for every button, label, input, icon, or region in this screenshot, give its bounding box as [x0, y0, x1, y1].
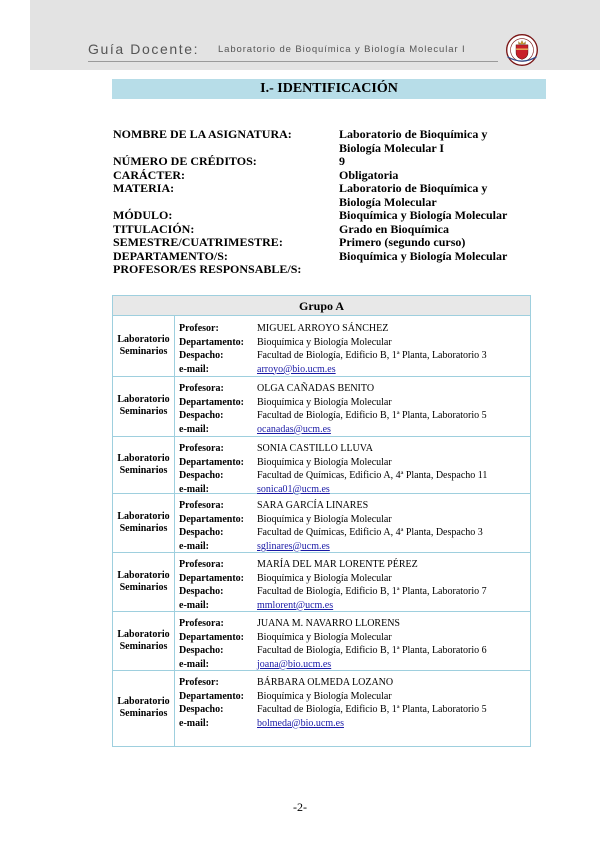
professor-fields — [179, 382, 487, 436]
identification-key: SEMESTRE/CUATRIMESTRE: — [113, 235, 283, 249]
professor-email-link[interactable]: mmlorent@ucm.es — [257, 599, 334, 611]
professor-name: MARÍA DEL MAR LORENTE PÉREZ — [257, 559, 418, 570]
role-label: Profesora: — [179, 383, 224, 394]
professor-office: Facultad de Biología, Edificio B, 1ª Planta, Laboratorio 5 — [257, 410, 487, 421]
identification-value: Obligatoria — [339, 167, 399, 182]
identification-key: PROFESOR/ES RESPONSABLE/S: — [113, 262, 302, 276]
professor-email-link[interactable]: bolmeda@bio.ucm.es — [257, 717, 344, 729]
identification-row — [113, 223, 533, 237]
activity-label-laboratorio: Laboratorio — [117, 696, 170, 707]
professor-fields — [179, 442, 487, 496]
group-table — [112, 295, 531, 747]
identification-row — [113, 263, 533, 277]
activity-label-seminarios: Seminarios — [119, 708, 168, 719]
email-label: e-mail: — [179, 717, 209, 729]
email-label: e-mail: — [179, 658, 209, 670]
activity-label-seminarios: Seminarios — [119, 522, 168, 534]
professor-block — [113, 670, 530, 747]
professor-office: Facultad de Biología, Edificio B, 1ª Planta, Laboratorio 5 — [257, 704, 487, 715]
professor-email-link[interactable]: ocanadas@ucm.es — [257, 423, 331, 435]
identification-key: NOMBRE DE LA ASIGNATURA: — [113, 127, 292, 141]
professor-office: Facultad de Químicas, Edificio A, 4ª Planta, Despacho 3 — [257, 527, 483, 538]
header-divider — [88, 61, 498, 62]
professor-email-link[interactable]: arroyo@bio.ucm.es — [257, 363, 336, 375]
activity-label — [113, 552, 175, 611]
professor-department: Bioquímica y Biología Molecular — [257, 336, 392, 348]
activity-label — [113, 316, 175, 376]
activity-label — [113, 611, 175, 670]
identification-value: Laboratorio de Bioquímica y Biología Molecular I — [339, 127, 488, 155]
department-label: Departamento: — [179, 513, 244, 525]
identification-row — [113, 209, 533, 223]
professor-name: MIGUEL ARROYO SÁNCHEZ — [257, 323, 389, 334]
activity-label-laboratorio: Laboratorio — [117, 394, 170, 405]
office-label: Despacho: — [179, 410, 224, 421]
activity-label-laboratorio: Laboratorio — [117, 510, 170, 522]
office-label: Despacho: — [179, 350, 224, 361]
office-label: Despacho: — [179, 586, 224, 597]
role-label: Profesora: — [179, 500, 224, 511]
professor-fields — [179, 322, 487, 376]
role-label: Profesor: — [179, 323, 219, 334]
identification-block — [113, 128, 533, 277]
professor-office: Facultad de Biología, Edificio B, 1ª Planta, Laboratorio 7 — [257, 586, 487, 597]
identification-key: DEPARTAMENTO/S: — [113, 248, 228, 263]
professor-name: SONIA CASTILLO LLUVA — [257, 443, 373, 454]
office-label: Despacho: — [179, 704, 224, 715]
department-label: Departamento: — [179, 631, 244, 643]
professor-block — [113, 436, 530, 494]
page-number: -2- — [293, 800, 307, 814]
identification-row — [113, 250, 533, 264]
identification-value: 9 — [339, 154, 345, 168]
activity-label-laboratorio: Laboratorio — [117, 569, 170, 581]
activity-label-seminarios: Seminarios — [119, 464, 168, 476]
identification-row — [113, 169, 533, 183]
identification-row — [113, 182, 533, 209]
email-label: e-mail: — [179, 423, 209, 435]
professor-fields — [179, 676, 487, 730]
activity-label — [113, 436, 175, 493]
activity-label-seminarios: Seminarios — [119, 581, 168, 593]
activity-label-laboratorio: Laboratorio — [117, 334, 170, 345]
identification-key: MÓDULO: — [113, 208, 173, 222]
activity-label-seminarios: Seminarios — [119, 406, 168, 417]
activity-label — [113, 670, 175, 746]
header-title: Guía Docente: — [88, 41, 200, 57]
professor-department: Bioquímica y Biología Molecular — [257, 631, 392, 643]
office-label: Despacho: — [179, 645, 224, 656]
identification-key: TITULACIÓN: — [113, 221, 195, 236]
professor-name: SARA GARCÍA LINARES — [257, 500, 369, 511]
activity-label-laboratorio: Laboratorio — [117, 628, 170, 640]
identification-value: Laboratorio de Bioquímica y Biología Molecular — [339, 181, 488, 209]
professor-office: Facultad de Químicas, Edificio A, 4ª Planta, Despacho 11 — [257, 470, 488, 481]
professor-block — [113, 316, 530, 377]
professor-department: Bioquímica y Biología Molecular — [257, 513, 392, 525]
professor-email-link[interactable]: sonica01@ucm.es — [257, 483, 330, 495]
identification-key: MATERIA: — [113, 181, 175, 195]
activity-label-seminarios: Seminarios — [119, 346, 168, 357]
professor-block — [113, 376, 530, 437]
activity-label-laboratorio: Laboratorio — [117, 452, 170, 464]
professor-department: Bioquímica y Biología Molecular — [257, 396, 392, 408]
professor-office: Facultad de Biología, Edificio B, 1ª Planta, Laboratorio 3 — [257, 350, 487, 361]
university-seal-logo — [505, 33, 539, 67]
section-heading: I.- IDENTIFICACIÓN — [112, 79, 546, 99]
professor-fields — [179, 617, 487, 671]
identification-value: Grado en Bioquímica — [339, 221, 450, 236]
identification-row — [113, 128, 533, 155]
header-subject: Laboratorio de Bioquímica y Biología Molecular I — [218, 44, 466, 55]
professor-email-link[interactable]: joana@bio.ucm.es — [257, 658, 332, 670]
professor-office: Facultad de Biología, Edificio B, 1ª Planta, Laboratorio 6 — [257, 645, 487, 656]
identification-value — [339, 263, 529, 277]
professor-email-link[interactable]: sglinares@ucm.es — [257, 540, 330, 552]
professor-department: Bioquímica y Biología Molecular — [257, 690, 392, 702]
office-label: Despacho: — [179, 527, 224, 538]
professor-block — [113, 611, 530, 671]
email-label: e-mail: — [179, 483, 209, 495]
professor-fields — [179, 499, 483, 553]
identification-value: Bioquímica y Biología Molecular — [339, 248, 508, 263]
identification-key: CARÁCTER: — [113, 167, 185, 182]
role-label: Profesora: — [179, 443, 224, 454]
professor-department: Bioquímica y Biología Molecular — [257, 572, 392, 584]
identification-row — [113, 155, 533, 169]
role-label: Profesora: — [179, 618, 224, 629]
professor-name: OLGA CAÑADAS BENITO — [257, 383, 375, 394]
identification-value: Primero (segundo curso) — [339, 235, 466, 249]
professor-block — [113, 493, 530, 553]
department-label: Departamento: — [179, 690, 244, 702]
email-label: e-mail: — [179, 599, 209, 611]
professor-fields — [179, 558, 487, 612]
role-label: Profesora: — [179, 559, 224, 570]
activity-label-seminarios: Seminarios — [119, 640, 168, 652]
identification-value: Bioquímica y Biología Molecular — [339, 208, 508, 222]
activity-label — [113, 376, 175, 436]
activity-label — [113, 493, 175, 552]
department-label: Departamento: — [179, 456, 244, 468]
department-label: Departamento: — [179, 396, 244, 408]
professor-name: BÁRBARA OLMEDA LOZANO — [257, 677, 394, 688]
identification-key: NÚMERO DE CRÉDITOS: — [113, 154, 257, 168]
identification-row — [113, 236, 533, 250]
department-label: Departamento: — [179, 572, 244, 584]
office-label: Despacho: — [179, 470, 224, 481]
group-title: Grupo A — [113, 296, 530, 316]
role-label: Profesor: — [179, 677, 219, 688]
professor-name: JUANA M. NAVARRO LLORENS — [257, 618, 400, 629]
email-label: e-mail: — [179, 540, 209, 552]
professor-block — [113, 552, 530, 612]
email-label: e-mail: — [179, 363, 209, 375]
professor-department: Bioquímica y Biología Molecular — [257, 456, 392, 468]
department-label: Departamento: — [179, 336, 244, 348]
